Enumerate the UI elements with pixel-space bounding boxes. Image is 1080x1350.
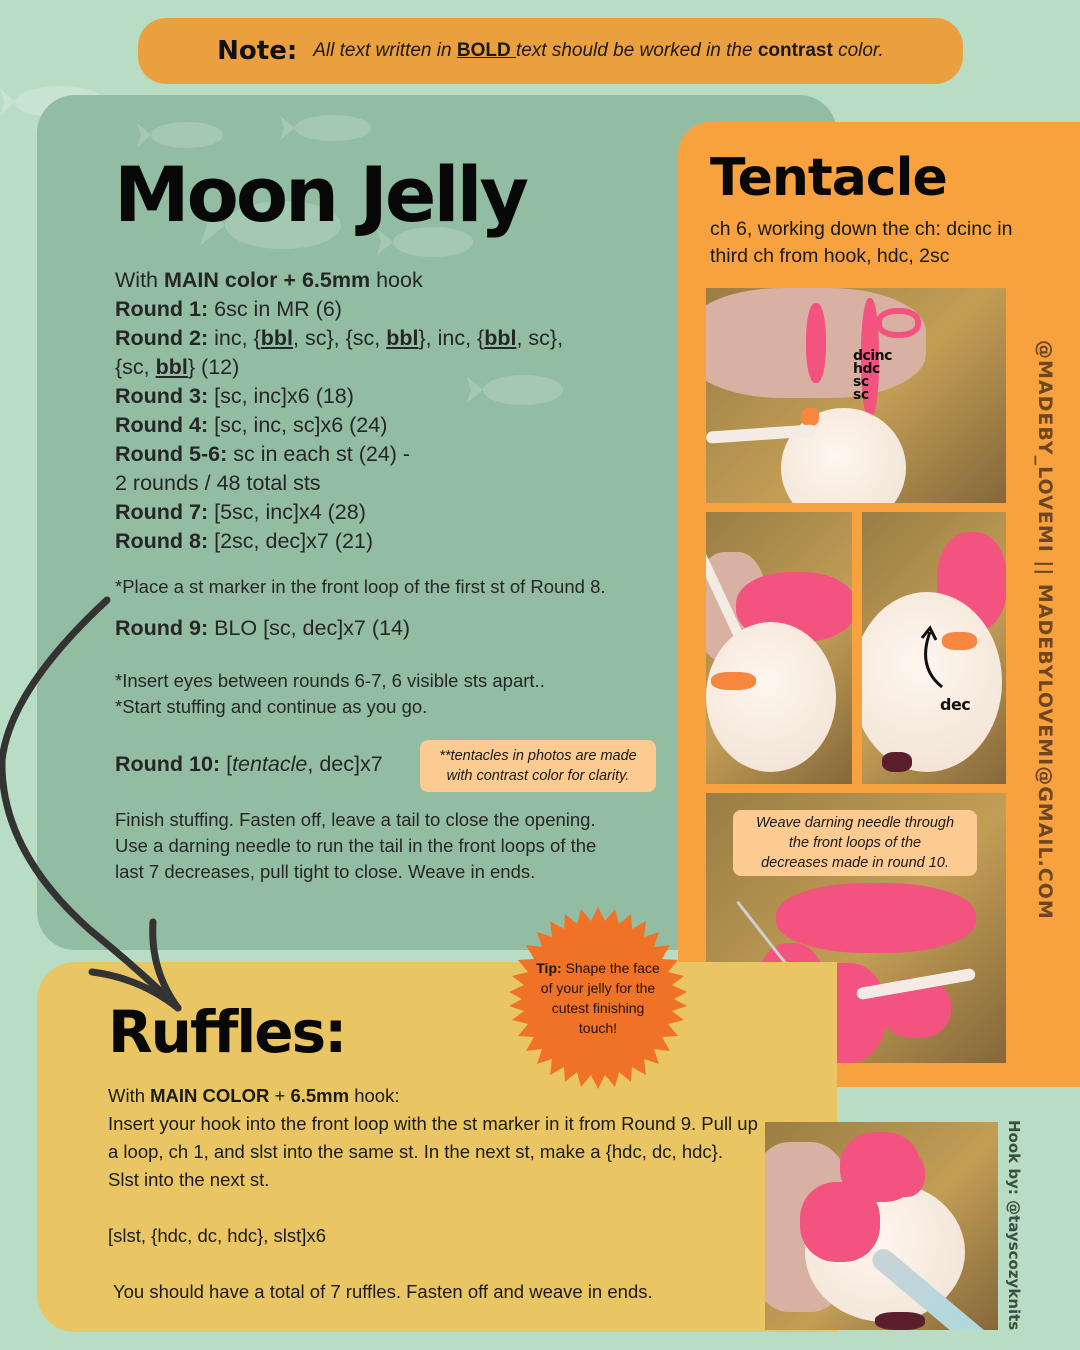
eyes-note: *Insert eyes between rounds 6-7, 6 visible sts apart.. — [115, 670, 545, 691]
stitch-labels — [853, 350, 892, 402]
label-hdc: hdc — [853, 361, 880, 377]
tip-text: Tip: Shape the face of your jelly for the cutest finishing touch! — [536, 960, 660, 1036]
contrast-color-callout — [420, 740, 656, 792]
ruffles-closing: You should have a total of 7 ruffles. Fasten off and weave in ends. — [113, 1281, 653, 1302]
round-7: Round 7: [5sc, inc]x4 (28) — [115, 500, 366, 524]
callout-line: Weave darning needle through — [755, 815, 955, 831]
label-sc: sc — [853, 387, 869, 403]
fish-decoration-icon — [135, 115, 225, 155]
label-sc: sc — [853, 374, 869, 390]
dec-label: dec — [940, 695, 971, 714]
stuffing-note: *Start stuffing and continue as you go. — [115, 696, 428, 717]
tentacle-photo-1 — [706, 288, 1006, 503]
round-2-cont: {sc, bbl} (12) — [115, 355, 240, 379]
ruffles-instructions — [108, 1082, 758, 1306]
ruffles-title: Ruffles: — [108, 998, 346, 1066]
curved-arrow-icon — [912, 622, 952, 692]
tentacle-title: Tentacle — [710, 148, 947, 208]
tentacle-description: ch 6, working down the ch: dcinc in third ch from hook, hdc, 2sc — [710, 218, 1013, 267]
round-3: Round 3: [sc, inc]x6 (18) — [115, 384, 354, 408]
tentacle-photo-3 — [862, 512, 1006, 784]
moon-jelly-title: Moon Jelly — [114, 150, 527, 239]
ruffles-steps: Insert your hook into the front loop with the st marker in it from Round 9. Pull up a loop, ch 1, and slst into the same st. In the next st, make a {hdc, dc, hdc}. Slst into the next st. — [108, 1113, 758, 1190]
ruffles-photo — [765, 1122, 998, 1330]
hook-credit: Hook by: @tayscozyknits — [1005, 1120, 1023, 1331]
callout-line: **tentacles in photos are made — [439, 748, 637, 764]
label-dcinc: dcinc — [853, 348, 892, 364]
marker-note: *Place a st marker in the front loop of the first st of Round 8. — [115, 576, 606, 597]
round-10: Round 10: [tentacle, dec]x7 — [115, 752, 383, 776]
fish-decoration-icon — [278, 108, 373, 148]
note-label: Note: — [217, 36, 298, 66]
round-8: Round 8: [2sc, dec]x7 (21) — [115, 529, 374, 553]
callout-line: the front loops of the — [788, 835, 922, 851]
note-banner — [138, 18, 963, 84]
round-5-6-cont: 2 rounds / 48 total sts — [115, 471, 321, 495]
callout-line: decreases made in round 10. — [761, 855, 949, 871]
round-9: Round 9: BLO [sc, dec]x7 (14) — [115, 616, 411, 640]
curved-arrow-icon — [0, 590, 200, 1030]
round-2: Round 2: inc, {bbl, sc}, {sc, bbl}, inc, {bbl, sc}, — [115, 326, 564, 350]
weave-callout — [733, 810, 977, 876]
ruffles-repeat: [slst, {hdc, dc, hdc}, slst]x6 — [108, 1225, 326, 1246]
round-1: Round 1: 6sc in MR (6) — [115, 297, 342, 321]
finish-instructions: Finish stuffing. Fasten off, leave a tail to close the opening. Use a darning needle to run the tail in the front loops of the last 7 decreases, pull tight to close. Weave in ends. — [115, 809, 597, 882]
ruffles-intro: With MAIN COLOR + 6.5mm hook: — [108, 1085, 400, 1106]
contact-credit: @MADEBY_LOVEMI || MADEBYLOVEMI@GMAIL.COM — [1034, 340, 1056, 920]
tentacle-photo-2 — [706, 512, 852, 784]
callout-line: with contrast color for clarity. — [446, 768, 630, 784]
round-5-6: Round 5-6: sc in each st (24) - — [115, 442, 411, 466]
round-4: Round 4: [sc, inc, sc]x6 (24) — [115, 413, 388, 437]
note-text: All text written in BOLD text should be worked in the contrast color. — [313, 40, 884, 61]
tip-badge — [507, 907, 689, 1089]
intro-line: With MAIN color + 6.5mm hook — [115, 268, 423, 292]
